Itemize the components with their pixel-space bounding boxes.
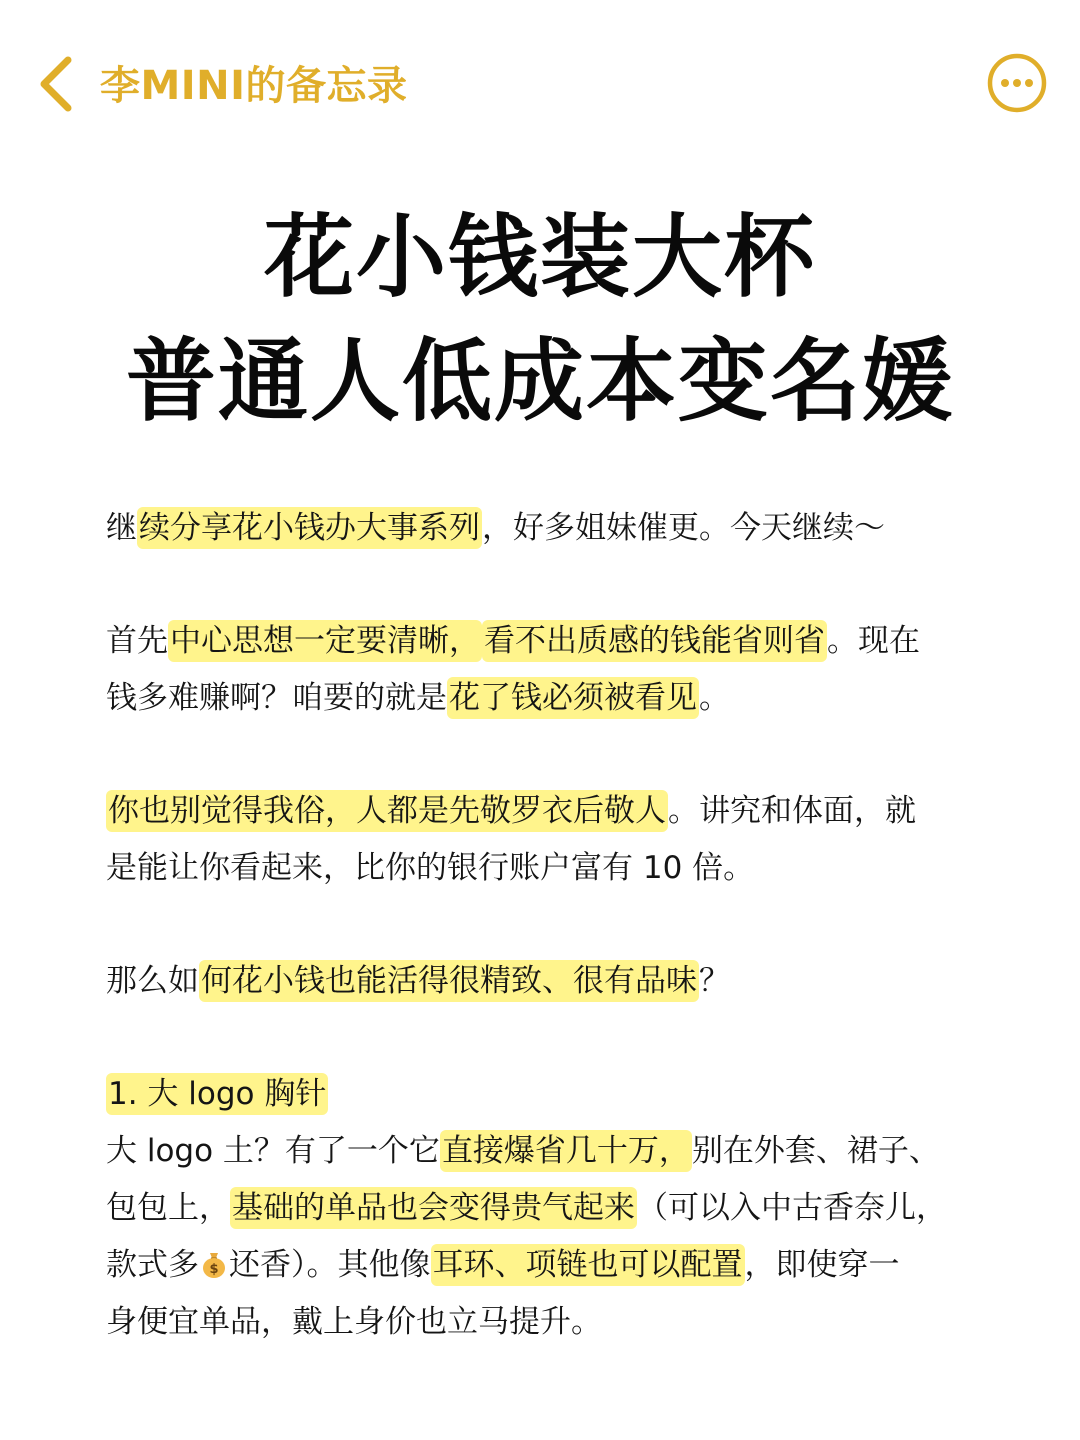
text-segment: 还香）。其他像 xyxy=(229,1247,431,1283)
text-line xyxy=(106,1180,986,1237)
money-bag-icon xyxy=(199,1249,229,1279)
paragraph-spacer xyxy=(106,727,986,783)
highlight-segment: 耳环、项链也可以配置 xyxy=(431,1244,745,1286)
text-line xyxy=(106,670,986,727)
text-segment: 。 xyxy=(699,680,730,716)
highlight-segment: 直接爆省几十万， xyxy=(440,1130,692,1172)
text-segment: 大 logo 土？有了一个它 xyxy=(106,1133,440,1169)
text-line xyxy=(106,500,986,557)
text-segment: 。讲究和体面，就 xyxy=(668,793,916,829)
text-segment: （可以入中古香奈儿， xyxy=(637,1190,947,1226)
text-segment: ？ xyxy=(699,963,730,999)
title-line-2: 普通人低成本变名媛 xyxy=(126,329,954,434)
back-button[interactable] xyxy=(34,52,84,116)
text-segment: 继 xyxy=(106,510,137,546)
text-segment: 包包上， xyxy=(106,1190,230,1226)
text-segment: 首先 xyxy=(106,623,168,659)
text-line xyxy=(106,613,986,670)
paragraph-spacer xyxy=(106,557,986,613)
note-title xyxy=(0,196,1080,444)
text-segment: 别在外套、裙子、 xyxy=(691,1133,940,1169)
highlight-segment: 基础的单品也会变得贵气起来 xyxy=(230,1187,637,1229)
highlight-segment: 看不出质感的钱能省则省 xyxy=(482,620,827,662)
chevron-left-icon xyxy=(34,52,84,116)
paragraph-appearance xyxy=(106,783,986,897)
paragraph-spacer xyxy=(106,897,986,953)
more-button[interactable] xyxy=(986,52,1048,114)
text-line: 是能让你看起来，比你的银行账户富有 10 倍。 xyxy=(106,850,755,886)
text-segment: 。现在 xyxy=(827,623,920,659)
text-line: 身便宜单品，戴上身价也立马提升。 xyxy=(106,1304,602,1340)
section-brooch xyxy=(106,1066,986,1351)
highlight-segment: 1. 大 logo 胸针 xyxy=(106,1073,328,1115)
paragraph-intro xyxy=(106,500,986,557)
nav-header xyxy=(0,0,1080,170)
highlight-segment: 花了钱必须被看见 xyxy=(447,677,699,719)
highlight-segment: 你也别觉得我俗，人都是先敬罗衣后敬人 xyxy=(106,790,668,832)
text-segment: 款式多 xyxy=(106,1247,199,1283)
text-segment: 那么如 xyxy=(106,963,199,999)
highlight-segment: 何花小钱也能活得很精致、很有品味 xyxy=(199,960,699,1002)
highlight-segment: 续分享花小钱办大事系列 xyxy=(137,507,482,549)
section-heading xyxy=(106,1066,986,1123)
svg-text:$: $ xyxy=(209,1262,219,1277)
text-segment: ，即使穿一 xyxy=(744,1247,900,1283)
text-segment: 钱多难赚啊？咱要的就是 xyxy=(106,680,447,716)
note-body[interactable] xyxy=(106,500,986,1351)
more-horizontal-icon xyxy=(986,52,1048,114)
title-line-1: 花小钱装大杯 xyxy=(264,205,816,310)
text-line xyxy=(106,1123,986,1180)
paragraph-question xyxy=(106,953,986,1010)
text-segment: ，好多姐妹催更。今天继续～ xyxy=(482,510,885,546)
text-line xyxy=(106,1237,986,1294)
text-line xyxy=(106,783,986,840)
paragraph-principle xyxy=(106,613,986,727)
highlight-segment: 中心思想一定要清晰， xyxy=(168,620,482,662)
text-line xyxy=(106,953,986,1010)
back-title[interactable]: 李MINI的备忘录 xyxy=(100,63,408,109)
paragraph-spacer xyxy=(106,1010,986,1066)
